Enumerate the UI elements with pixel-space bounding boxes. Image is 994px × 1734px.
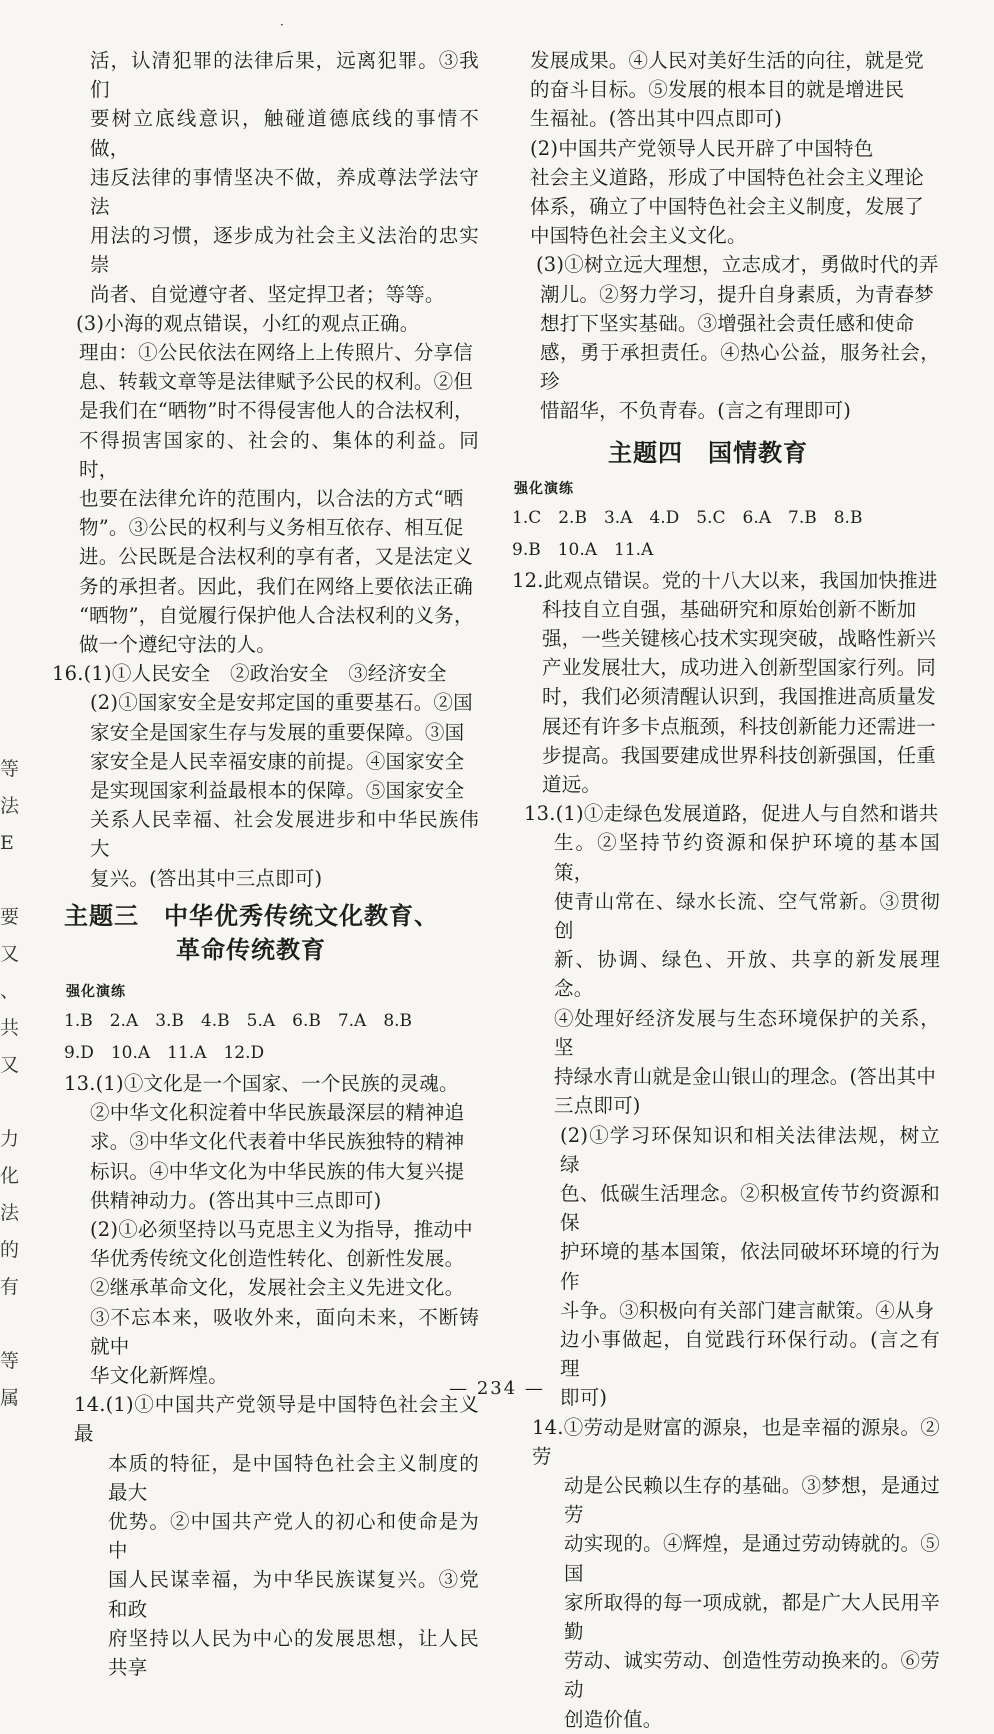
text-line: 边小事做起，自觉践行环保行动。(言之有理	[560, 1327, 940, 1381]
text-line: 生。②坚持节约资源和保护环境的基本国策，	[554, 831, 940, 884]
text-line: 斗争。③积极向有关部门建言献策。④从身	[560, 1298, 935, 1322]
text-line: 复兴。(答出其中三点即可)	[90, 866, 323, 890]
text-line: 13.(1)①文化是一个国家、一个民族的灵魂。	[64, 1071, 459, 1095]
theme-3-heading	[64, 899, 479, 967]
margin-fragment: 力	[0, 1128, 20, 1150]
text-line: 感，勇于承担责任。④热心公益，服务社会，珍	[540, 341, 940, 394]
text-line: 用法的习惯，逐步成为社会主义法治的忠实崇	[90, 224, 479, 277]
theme-3-title-line1: 主题三 中华优秀传统文化教育、	[64, 901, 439, 930]
text-line: 科技自立自强，基础研究和原始创新不断加	[542, 597, 917, 621]
margin-fragment: 等	[0, 1350, 20, 1372]
text-line: 体系，确立了中国特色社会主义制度，发展了	[530, 195, 925, 219]
text-line: (2)①国家安全是安邦定国的重要基石。②国	[90, 691, 473, 715]
text-line: 家安全是国家生存与发展的重要保障。③国	[90, 720, 465, 744]
text-line: 求。③中华文化代表着中华民族独特的精神	[90, 1130, 465, 1154]
page-number: — 234 —	[449, 1378, 545, 1399]
margin-fragment: 法	[0, 1202, 20, 1224]
answer-12	[512, 566, 940, 800]
text-line: 动是公民赖以生存的基础。③梦想，是通过劳	[564, 1473, 940, 1527]
text-line: 国人民谋幸福，为中华民族谋复兴。③党和政	[108, 1568, 479, 1621]
text-line: 发展成果。④人民对美好生活的向往，就是党	[530, 49, 925, 72]
text-line: 动实现的。④辉煌，是通过劳动铸就的。⑤国	[564, 1532, 940, 1585]
text-line: 道远。	[542, 773, 602, 797]
text-line: 标识。④中华文化为中华民族的伟大复兴提	[90, 1159, 465, 1183]
text-line: 步提高。我国要建成世界科技创新强国，任重	[542, 743, 937, 767]
text-line: 供精神动力。(答出其中三点即可)	[90, 1188, 382, 1212]
answer-13	[512, 799, 940, 1412]
answer-16	[52, 659, 479, 893]
text-line: 不得损害国家的、社会的、集体的利益。同时，	[79, 428, 479, 481]
text-line: 要树立底线意识，触碰道德底线的事情不做，	[90, 107, 479, 160]
text-line: 12.此观点错误。党的十八大以来，我国加快推进	[512, 568, 938, 592]
theme-3-title-line2: 革命传统教育	[176, 935, 326, 964]
margin-fragment: E	[0, 832, 14, 854]
margin-fragment: 要	[0, 906, 20, 928]
text-line: 即可)	[560, 1386, 608, 1410]
text-line: 是实现国家利益最根本的保障。⑤国家安全	[90, 779, 465, 803]
text-line: 关系人民幸福、社会发展进步和中华民族伟大	[90, 808, 479, 861]
text-line: 潮儿。②努力学习，提升自身素质，为青春梦	[540, 282, 935, 306]
margin-fragment: 共	[0, 1017, 20, 1039]
text-line: 产业发展壮大，成功进入创新型国家行列。同	[542, 656, 937, 680]
text-line: 华文化新辉煌。	[90, 1363, 228, 1387]
text-line: 创造价值。	[564, 1707, 663, 1731]
text-line: (3)①树立远大理想，立志成才，勇做时代的弄	[536, 253, 939, 277]
text-line: 想打下坚实基础。③增强社会责任感和使命	[540, 311, 915, 335]
text-line: (2)①学习环保知识和相关法律法规，树立绿	[560, 1123, 940, 1176]
text-line: 14.①劳动是财富的源泉，也是幸福的源泉。②劳	[532, 1415, 940, 1468]
margin-fragment	[0, 1305, 28, 1342]
text-line: 违反法律的事情坚决不做，养成尊法学法守法	[90, 165, 479, 219]
text-line: 时，我们必须清醒认识到，我国推进高质量发	[542, 685, 937, 709]
practice-label: 强化演练	[66, 983, 126, 1000]
margin-fragment: 又	[0, 943, 20, 965]
text-line: 社会主义道路，形成了中国特色社会主义理论	[530, 165, 925, 189]
text-line: ③不忘本来，吸收外来，面向未来，不断铸就中	[90, 1305, 479, 1358]
text-line: 新、协调、绿色、开放、共享的新发展理念。	[554, 948, 940, 1001]
text-line: 三点即可)	[554, 1094, 641, 1118]
margin-fragment	[0, 861, 28, 898]
text-line: 持绿水青山就是金山银山的理念。(答出其中	[554, 1065, 937, 1089]
margin-fragment: 化	[0, 1165, 20, 1187]
text-line: 活，认清犯罪的法律后果，远离犯罪。③我们	[90, 49, 479, 102]
text-line: 使青山常在、绿水长流、空气常新。③贯彻创	[554, 889, 940, 943]
text-line: 惜韶华，不负青春。(言之有理即可)	[540, 399, 852, 423]
answer-14-2	[512, 134, 940, 251]
answer-13	[64, 1069, 479, 1390]
text-line: 家所取得的每一项成就，都是广大人民用辛勤	[564, 1590, 940, 1643]
text-line: 家安全是人民幸福安康的前提。④国家安全	[90, 749, 465, 773]
answer-continuation-15-2	[64, 46, 479, 309]
text-line: 生福祉。(答出其中四点即可)	[530, 107, 783, 131]
text-line: “晒物”，自觉履行保护他人合法权利的义务，	[79, 603, 474, 627]
text-line: 华优秀传统文化创造性转化、创新性发展。	[90, 1247, 465, 1271]
margin-fragment	[0, 1083, 28, 1120]
text-line: (2)中国共产党领导人民开辟了中国特色	[530, 136, 874, 160]
answer-14-3	[512, 250, 940, 425]
text-line: 13.(1)①走绿色发展道路，促进人与自然和谐共	[524, 802, 939, 826]
text-line: 息、转载文章等是法律赋予公民的权利。②但	[79, 370, 474, 394]
text-line: 也要在法律允许的范围内，以合法的方式“晒	[79, 487, 464, 511]
text-line: 色、低碳生活理念。②积极宣传节约资源和保	[560, 1181, 940, 1235]
right-column	[512, 46, 940, 1734]
answer-15-3-reason	[64, 338, 479, 659]
margin-fragment: 等	[0, 758, 20, 780]
answer-14	[64, 1390, 479, 1682]
text-line: 护环境的基本国策，依法同破坏环境的行为作	[560, 1240, 940, 1293]
text-line: 做一个遵纪守法的人。	[79, 633, 277, 657]
text-line: ④处理好经济发展与生态环境保护的关系，坚	[554, 1006, 940, 1059]
theme-4-heading: 主题四 国情教育	[608, 438, 808, 467]
answer-key-row: 9.B 10.A 11.A	[512, 539, 654, 560]
text-line: 展还有许多卡点瓶颈，科技创新能力还需进一	[542, 714, 937, 738]
answer-key-row: 1.C 2.B 3.A 4.D 5.C 6.A 7.B 8.B	[512, 507, 863, 528]
margin-fragment: 有	[0, 1276, 20, 1298]
left-margin-fragments	[0, 750, 28, 1416]
text-line: 进。公民既是合法权利的享有者，又是法定义	[79, 545, 474, 569]
left-column	[52, 46, 479, 1682]
text-line: ②继承革命文化，发展社会主义先进文化。	[90, 1276, 465, 1300]
top-mark: ·	[280, 18, 284, 32]
text-line: 物”。③公民的权利与义务相互依存、相互促	[79, 516, 464, 540]
text-line: 中国特色社会主义文化。	[530, 224, 747, 248]
margin-fragment: 又	[0, 1054, 20, 1076]
text-line: 的奋斗目标。⑤发展的根本目的就是增进民	[530, 78, 905, 102]
text-line: 务的承担者。因此，我们在网络上要依法正确	[79, 574, 474, 598]
text-line: (2)①必须坚持以马克思主义为指导，推动中	[90, 1217, 473, 1241]
text-line: 14.(1)①中国共产党领导是中国特色社会主义最	[74, 1393, 479, 1446]
answer-key-row: 9.D 10.A 11.A 12.D	[64, 1042, 265, 1063]
text-line: 是我们在“晒物”时不得侵害他人的合法权利，	[79, 399, 474, 423]
answer-15-3-verdict: (3)小海的观点错误，小红的观点正确。	[76, 311, 420, 335]
margin-fragment: 属	[0, 1387, 20, 1409]
margin-fragment: 的	[0, 1239, 20, 1261]
text-line: 优势。②中国共产党人的初心和使命是为中	[108, 1509, 479, 1563]
text-line: ②中华文化积淀着中华民族最深层的精神追	[90, 1101, 465, 1125]
answer-14	[512, 1413, 940, 1734]
margin-fragment: 、	[0, 980, 20, 1002]
text-line: 府坚持以人民为中心的发展思想，让人民共享	[108, 1626, 479, 1679]
answer-continuation-14-1	[512, 46, 940, 134]
text-line: 16.(1)①人民安全 ②政治安全 ③经济安全	[52, 662, 447, 686]
text-line: 尚者、自觉遵守者、坚定捍卫者；等等。	[90, 282, 445, 306]
text-line: 劳动、诚实劳动、创造性劳动换来的。⑥劳动	[564, 1649, 940, 1702]
text-line: 理由：①公民依法在网络上上传照片、分享信	[79, 341, 474, 365]
practice-label: 强化演练	[514, 480, 574, 497]
margin-fragment: 法	[0, 795, 20, 817]
text-line: 本质的特征，是中国特色社会主义制度的最大	[108, 1451, 479, 1504]
text-line: 强，一些关键核心技术实现突破，战略性新兴	[542, 627, 937, 651]
answer-key-row: 1.B 2.A 3.B 4.B 5.A 6.B 7.A 8.B	[64, 1010, 413, 1031]
